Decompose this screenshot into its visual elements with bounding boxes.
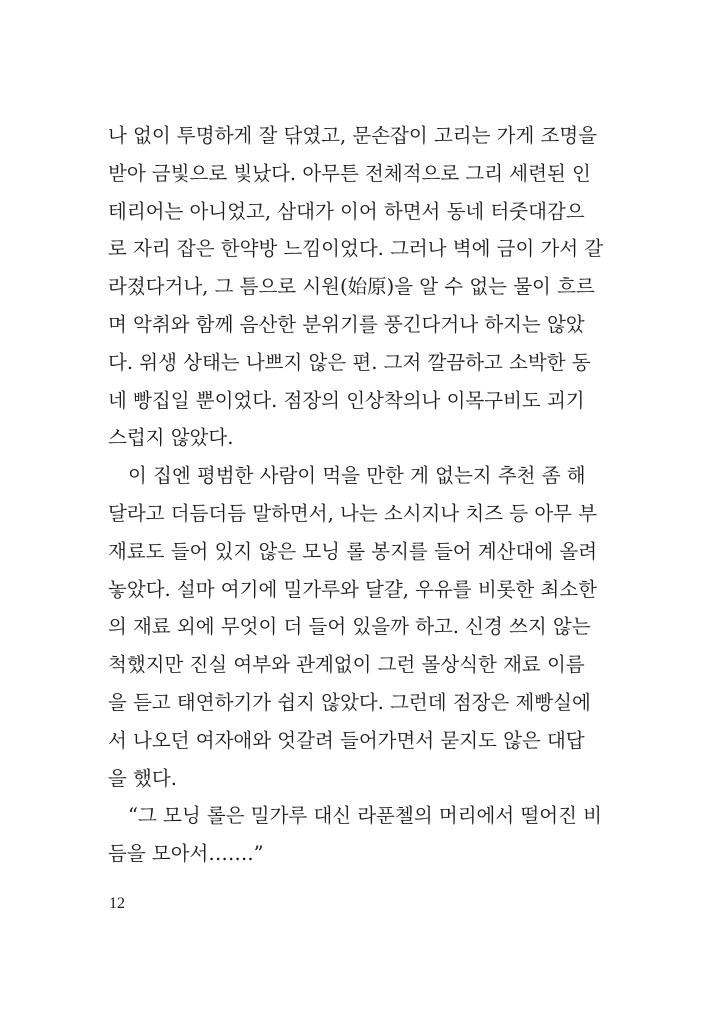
text-line: 재료도 들어 있지 않은 모닝 롤 봉지를 들어 계산대에 올려 <box>108 539 598 563</box>
text-line: 이 집엔 평범한 사람이 먹을 만한 게 없는지 추천 좀 해 <box>128 464 586 488</box>
text-line: 서 나오던 여자애와 엇갈려 들어가면서 묻지도 않은 대답 <box>108 728 585 752</box>
text-line: “그 모닝 롤은 밀가루 대신 라푼첼의 머리에서 떨어진 비 <box>128 804 602 828</box>
text-line: 라졌다거나, 그 틈으로 시원(始原)을 알 수 없는 물이 흐르 <box>108 275 595 299</box>
page-number: 12 <box>109 895 125 912</box>
text-line: 테리어는 아니었고, 삼대가 이어 하면서 동네 터줏대감으 <box>108 199 585 223</box>
text-line: 의 재료 외에 무엇이 더 들어 있을까 하고. 신경 쓰지 않는 <box>108 615 591 639</box>
text-line: 나 없이 투명하게 잘 닦였고, 문손잡이 고리는 가게 조명을 <box>108 124 598 147</box>
text-line: 을 듣고 태연하기가 쉽지 않았다. 그런데 점장은 제빵실에 <box>108 690 591 714</box>
text-line: 며 악취와 함께 음산한 분위기를 풍긴다거나 하지는 않았 <box>108 312 585 336</box>
text-line: 놓았다. 설마 여기에 밀가루와 달걀, 우유를 비롯한 최소한 <box>108 577 598 601</box>
text-line: 받아 금빛으로 빛났다. 아무튼 전체적으로 그리 세련된 인 <box>108 161 591 185</box>
text-line: 달라고 더듬더듬 말하면서, 나는 소시지나 치즈 등 아무 부 <box>108 501 598 525</box>
text-line: 척했지만 진실 여부와 관계없이 그런 몰상식한 재료 이름 <box>108 653 585 677</box>
paragraph-2 <box>108 457 598 797</box>
text-line: 스럽지 않았다. <box>108 426 234 450</box>
paragraph-3-dialogue <box>108 797 602 873</box>
paragraph-1 <box>108 117 604 457</box>
text-line: 을 했다. <box>108 766 177 790</box>
body-text <box>108 117 604 873</box>
text-line: 네 빵집일 뿐이었다. 점장의 인상착의나 이목구비도 괴기 <box>108 388 585 412</box>
text-line: 다. 위생 상태는 나쁘지 않은 편. 그저 깔끔하고 소박한 동 <box>108 350 591 374</box>
text-line: 듬을 모아서…….” <box>108 842 264 866</box>
text-line: 로 자리 잡은 한약방 느낌이었다. 그러나 벽에 금이 가서 갈 <box>108 237 604 261</box>
